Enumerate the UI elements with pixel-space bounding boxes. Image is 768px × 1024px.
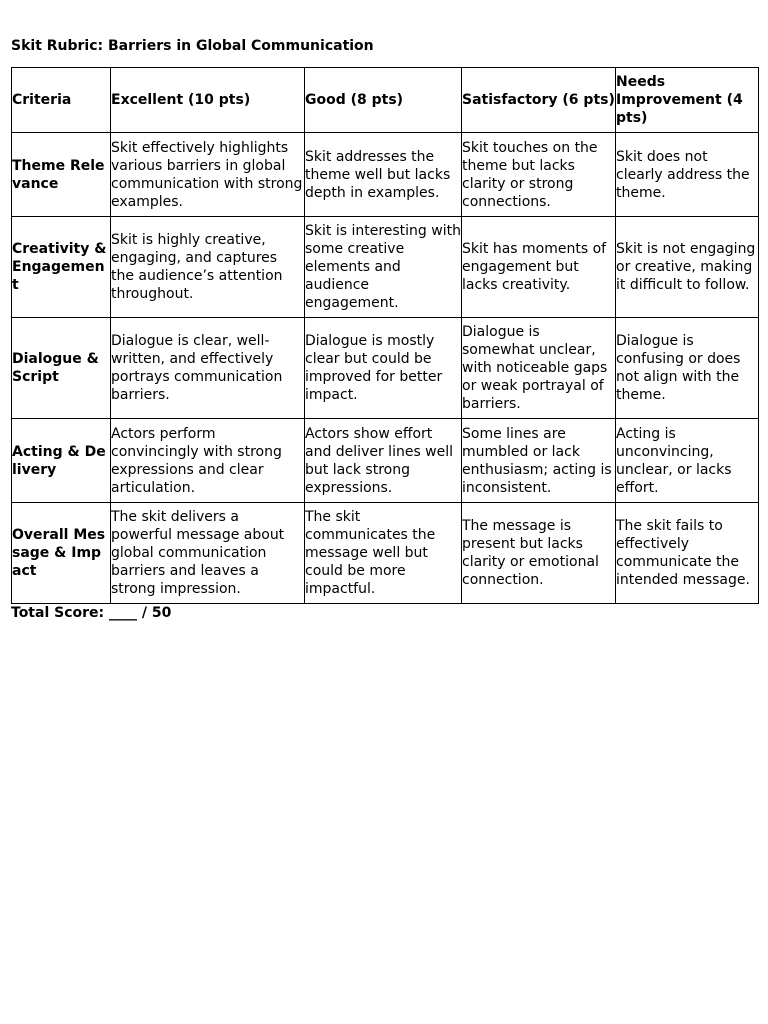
column-header-satisfactory: Satisfactory (6 pts) — [462, 68, 616, 133]
table-header-row — [12, 68, 759, 133]
good-cell: The skit communicates the message well but could be more impactful. — [305, 503, 462, 604]
satisfactory-cell: Skit has moments of engagement but lacks creativity. — [462, 217, 616, 318]
good-cell: Skit is interesting with some creative elements and audience engagement. — [305, 217, 462, 318]
document-page — [11, 37, 758, 622]
table-row — [12, 217, 759, 318]
needs-improvement-cell: Skit is not engaging or creative, making it difficult to follow. — [616, 217, 759, 318]
needs-improvement-cell: Dialogue is confusing or does not align with the theme. — [616, 318, 759, 419]
table-row — [12, 133, 759, 217]
column-header-criteria: Criteria — [12, 68, 111, 133]
column-header-good: Good (8 pts) — [305, 68, 462, 133]
excellent-cell: Skit effectively highlights various barriers in global communication with strong examples. — [111, 133, 305, 217]
satisfactory-cell: Skit touches on the theme but lacks clarity or strong connections. — [462, 133, 616, 217]
good-cell: Dialogue is mostly clear but could be improved for better impact. — [305, 318, 462, 419]
table-row — [12, 318, 759, 419]
column-header-needs-improvement: Needs Improvement (4 pts) — [616, 68, 759, 133]
criteria-cell: Acting & Delivery — [12, 419, 111, 503]
criteria-cell: Creativity & Engagement — [12, 217, 111, 318]
needs-improvement-cell: The skit fails to effectively communicate the intended message. — [616, 503, 759, 604]
satisfactory-cell: Some lines are mumbled or lack enthusiasm; acting is inconsistent. — [462, 419, 616, 503]
document-title: Skit Rubric: Barriers in Global Communication — [11, 38, 374, 54]
table-row — [12, 419, 759, 503]
total-score: Total Score: ____ / 50 — [11, 605, 172, 621]
satisfactory-cell: Dialogue is somewhat unclear, with noticeable gaps or weak portrayal of barriers. — [462, 318, 616, 419]
table-row — [12, 503, 759, 604]
good-cell: Actors show effort and deliver lines well but lack strong expressions. — [305, 419, 462, 503]
needs-improvement-cell: Skit does not clearly address the theme. — [616, 133, 759, 217]
excellent-cell: Skit is highly creative, engaging, and captures the audience’s attention throughout. — [111, 217, 305, 318]
excellent-cell: The skit delivers a powerful message about global communication barriers and leaves a strong impression. — [111, 503, 305, 604]
excellent-cell: Actors perform convincingly with strong expressions and clear articulation. — [111, 419, 305, 503]
excellent-cell: Dialogue is clear, well-written, and effectively portrays communication barriers. — [111, 318, 305, 419]
rubric-table — [11, 67, 759, 604]
criteria-cell: Theme Relevance — [12, 133, 111, 217]
column-header-excellent: Excellent (10 pts) — [111, 68, 305, 133]
criteria-cell: Overall Message & Impact — [12, 503, 111, 604]
needs-improvement-cell: Acting is unconvincing, unclear, or lacks effort. — [616, 419, 759, 503]
criteria-cell: Dialogue & Script — [12, 318, 111, 419]
satisfactory-cell: The message is present but lacks clarity or emotional connection. — [462, 503, 616, 604]
good-cell: Skit addresses the theme well but lacks depth in examples. — [305, 133, 462, 217]
